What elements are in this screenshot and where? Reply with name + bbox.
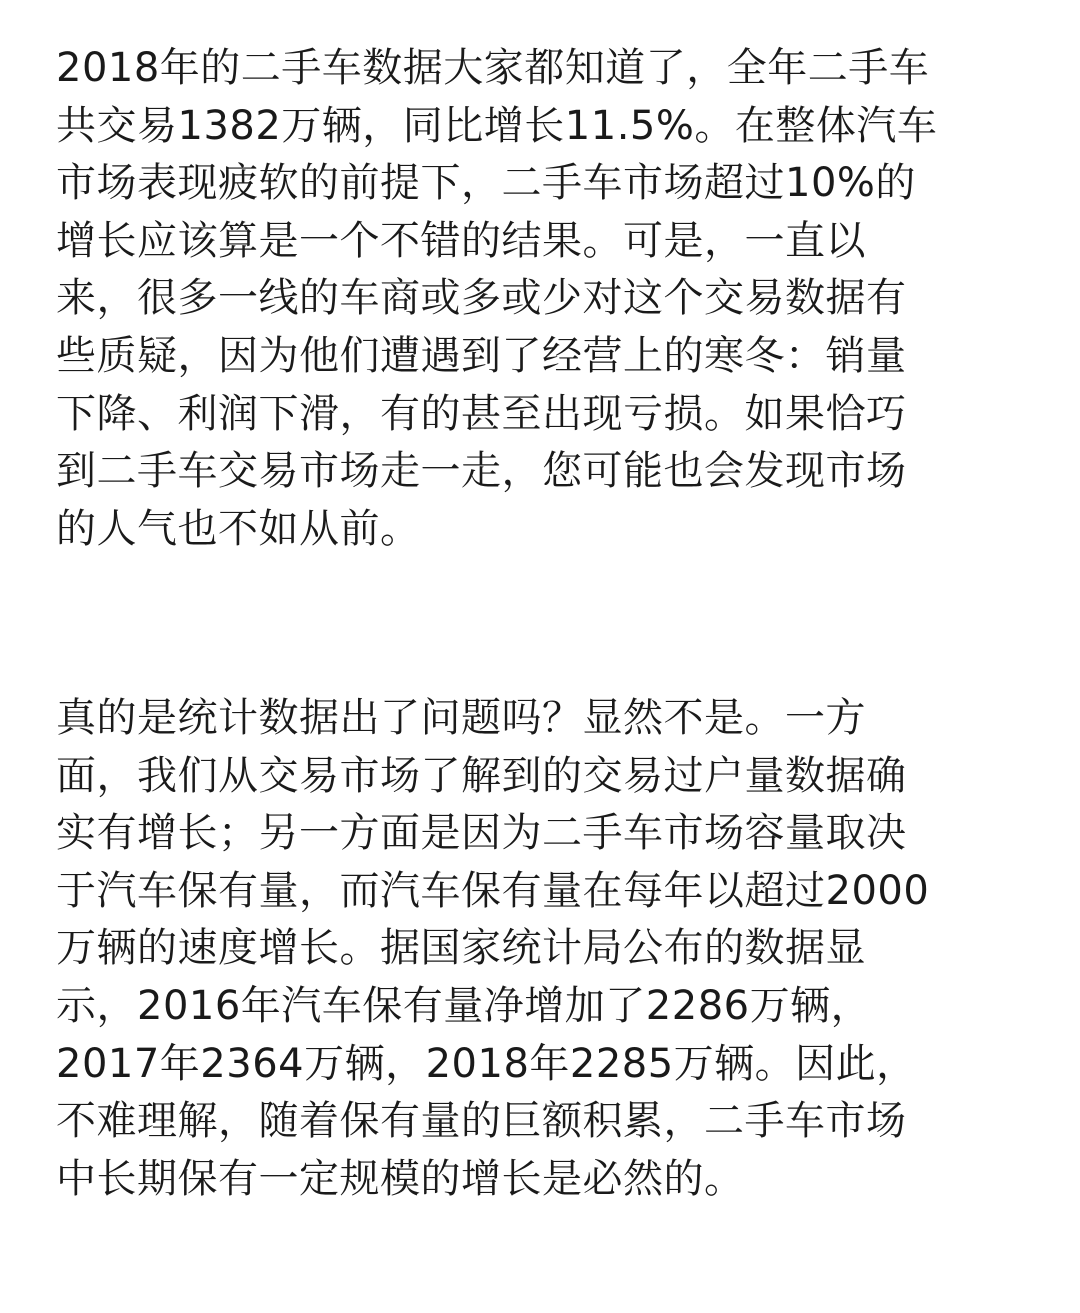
text-line: 市场表现疲软的前提下，二手车市场超过10%的: [56, 160, 916, 207]
text-line: 中长期保有一定规模的增长是必然的。: [56, 1155, 745, 1202]
text-line: 增长应该算是一个不错的结果。可是，一直以: [56, 217, 866, 264]
text-line: 共交易1382万辆，同比增长11.5%。在整体汽车: [56, 102, 938, 149]
text-line: 的人气也不如从前。: [56, 505, 421, 552]
text-line: 真的是统计数据出了问题吗？显然不是。一方: [56, 695, 866, 741]
text-line: 下降、利润下滑，有的甚至出现亏损。如果恰巧: [56, 390, 907, 437]
text-line: 到二手车交易市场走一走，您可能也会发现市场: [56, 448, 907, 495]
paragraph-2: [56, 690, 929, 1208]
text-line: 示，2016年汽车保有量净增加了2286万辆，: [56, 982, 872, 1029]
text-line: 万辆的速度增长。据国家统计局公布的数据显: [56, 925, 866, 972]
text-line: 不难理解，随着保有量的巨额积累，二手车市场: [56, 1098, 907, 1145]
text-line: 来，很多一线的车商或多或少对这个交易数据有: [56, 275, 907, 322]
paragraph-1: [56, 40, 937, 558]
text-line: 实有增长；另一方面是因为二手车市场容量取决: [56, 810, 907, 857]
text-line: 2017年2364万辆，2018年2285万辆。因此，: [56, 1040, 917, 1087]
text-line: 些质疑，因为他们遭遇到了经营上的寒冬：销量: [56, 332, 907, 379]
text-line: 于汽车保有量，而汽车保有量在每年以超过2000: [56, 867, 930, 914]
text-line: 2018年的二手车数据大家都知道了，全年二手车: [56, 45, 930, 91]
text-line: 面，我们从交易市场了解到的交易过户量数据确: [56, 752, 907, 799]
